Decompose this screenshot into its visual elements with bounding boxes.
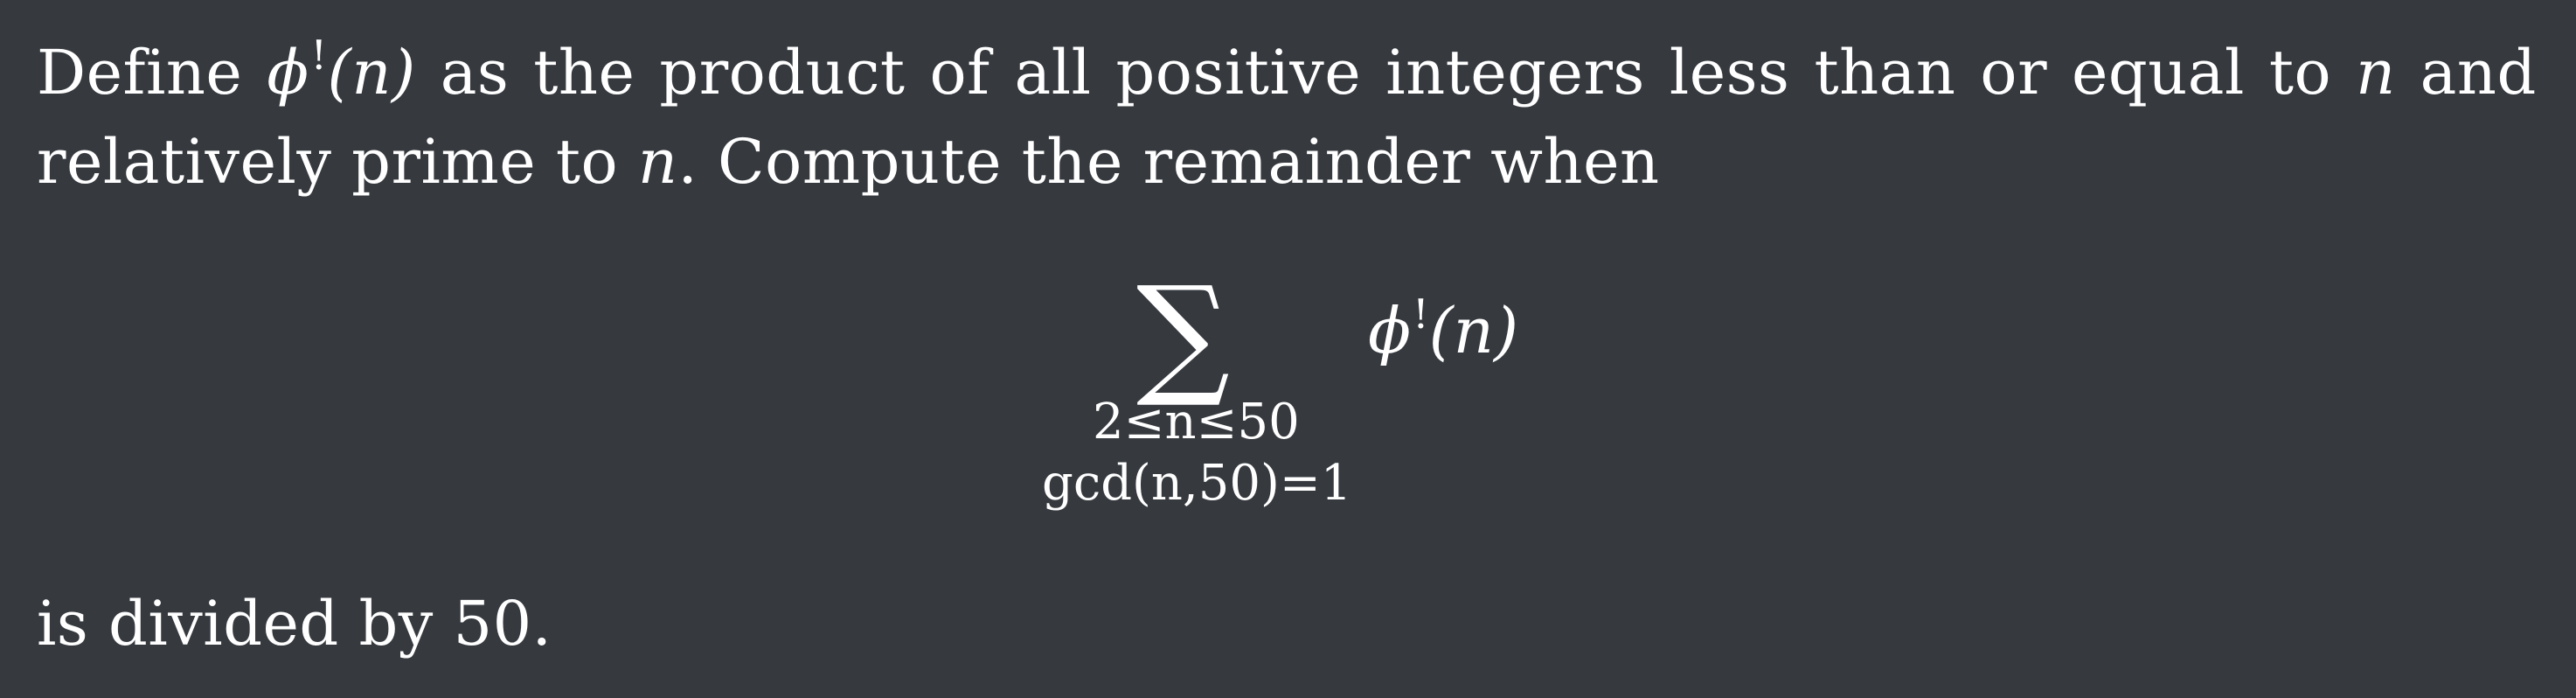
- phi-factorial: [267, 31, 416, 108]
- factorial-superscript: !: [310, 31, 328, 79]
- word: all: [1014, 37, 1092, 108]
- word: than: [1814, 37, 1956, 108]
- word: of: [929, 37, 990, 108]
- word: or: [1980, 37, 2048, 108]
- problem-line-3: [37, 588, 552, 660]
- factorial-superscript: !: [1413, 290, 1429, 338]
- phi-argument: (n): [327, 37, 416, 108]
- word: as: [440, 37, 510, 108]
- phi-symbol: ϕ: [1368, 294, 1412, 367]
- variable-n: n: [2356, 37, 2396, 108]
- word: equal: [2071, 37, 2245, 108]
- word: positive: [1115, 37, 1362, 108]
- word: less: [1669, 37, 1790, 108]
- word: Define: [37, 37, 243, 108]
- line2-text-a: relatively prime to: [37, 126, 638, 198]
- summand: [1368, 290, 1519, 367]
- problem-line-1: [37, 31, 2537, 108]
- summation-formula: [0, 259, 2576, 525]
- word: product: [659, 37, 906, 108]
- problem-line-2: [37, 126, 1660, 198]
- variable-n: n: [637, 126, 678, 198]
- summation-symbol: ∑: [1136, 259, 1231, 411]
- word: integers: [1385, 37, 1645, 108]
- line3-text: is divided by 50.: [37, 588, 552, 660]
- line2-text-b: . Compute the remainder when: [677, 126, 1660, 198]
- sum-condition-gcd: gcd(n,50)=1: [1042, 455, 1352, 512]
- phi-argument: (n): [1428, 294, 1519, 367]
- word: the: [533, 37, 635, 108]
- word: and: [2420, 37, 2537, 108]
- phi-symbol: ϕ: [267, 37, 309, 108]
- sum-condition-range: 2≤n≤50: [1093, 394, 1300, 450]
- word: to: [2268, 37, 2332, 108]
